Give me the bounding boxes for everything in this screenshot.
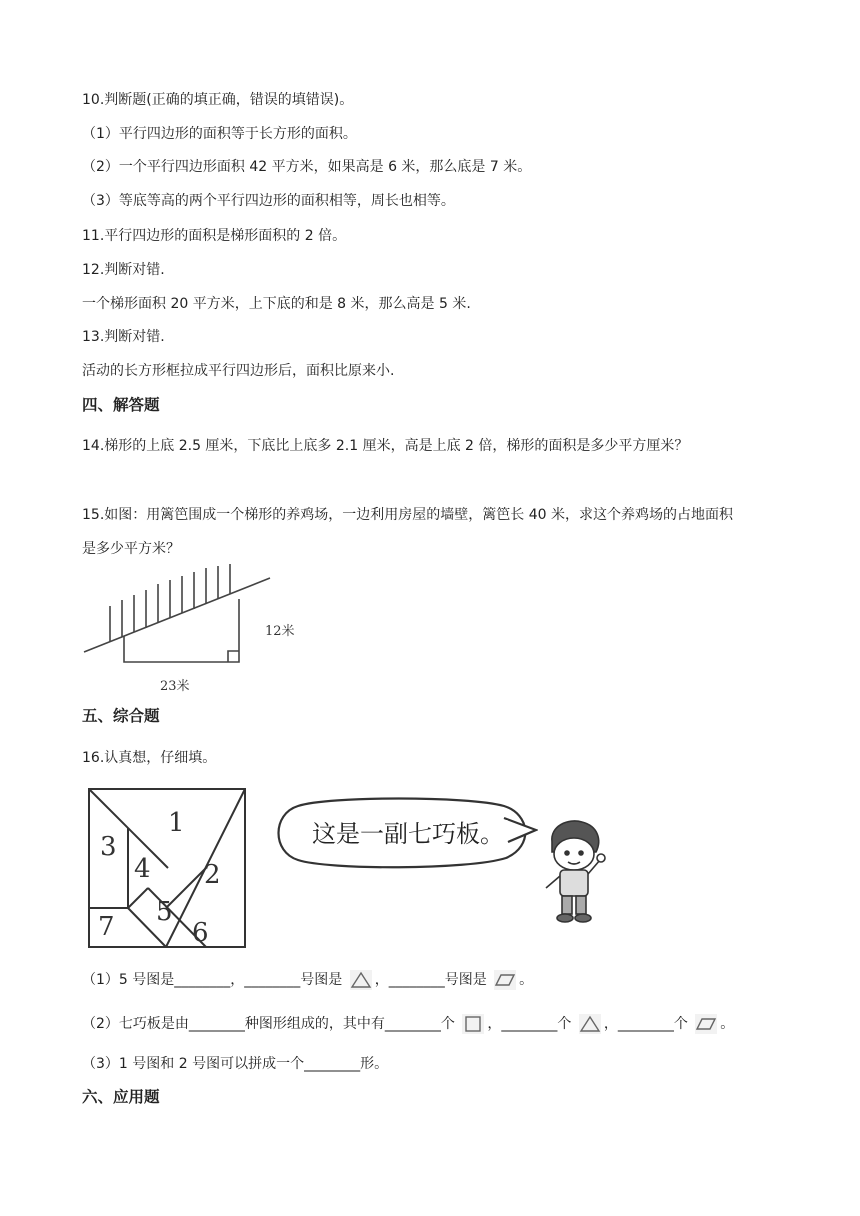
section-heading-5: 五、综合题: [82, 707, 160, 725]
triangle-icon: [350, 970, 372, 990]
answer-blank[interactable]: ________: [617, 1016, 674, 1032]
sub1-text-a: （1）5 号图是: [82, 972, 175, 988]
sub1-text-c: 号图是: [300, 972, 343, 988]
answer-blank[interactable]: ________: [304, 1056, 361, 1072]
speech-text: 这是一副七巧板。: [312, 820, 504, 848]
speech-bubble: [268, 796, 538, 872]
parallelogram-icon: [695, 1014, 717, 1034]
boy-illustration: [538, 818, 610, 930]
tangram-number-5: 5: [156, 897, 173, 927]
q11-text: 11.平行四边形的面积是梯形面积的 2 倍。: [82, 228, 347, 244]
tangram-figure: [86, 785, 250, 951]
section-heading-6: 六、应用题: [82, 1088, 160, 1106]
sub2-text-b: 种图形组成的，其中有: [244, 1016, 385, 1032]
sub2-end: 。: [720, 1016, 735, 1032]
height-label: 12米: [265, 624, 295, 639]
right-angle-mark: [228, 651, 239, 662]
q12-title: 12.判断对错.: [82, 262, 165, 278]
tangram-number-7: 7: [98, 912, 115, 942]
q12-body: 一个梯形面积 20 平方米，上下底的和是 8 米，那么高是 5 米.: [82, 296, 471, 312]
tangram-number-6: 6: [192, 918, 209, 948]
q16-sub2: [82, 1014, 734, 1034]
wall-line: [84, 578, 270, 652]
answer-blank[interactable]: ________: [174, 972, 231, 988]
wall-hatching: [110, 564, 230, 642]
sub2-text-e: 个: [557, 1016, 572, 1032]
sub2-text-d: ，: [487, 1016, 502, 1032]
sub1-end: 。: [519, 972, 534, 988]
answer-blank[interactable]: ________: [501, 1016, 558, 1032]
sub2-text-c: 个: [440, 1016, 455, 1032]
q13-body: 活动的长方形框拉成平行四边形后，面积比原来小.: [82, 363, 395, 379]
tangram-number-3: 3: [100, 832, 117, 862]
answer-blank[interactable]: ________: [384, 1016, 441, 1032]
sub2-text-f: ，: [603, 1016, 618, 1032]
sub1-text-d: ，: [374, 972, 389, 988]
tangram-number-4: 4: [134, 854, 151, 884]
tangram-number-1: 1: [168, 808, 185, 838]
sub3-text-b: 形。: [360, 1056, 389, 1072]
q15-line-1: 15.如图：用篱笆围成一个梯形的养鸡场，一边利用房屋的墙壁，篱笆长 40 米，求这个养鸡场的占地面积: [82, 507, 733, 523]
base-label: 23米: [160, 679, 190, 694]
q16-sub1: [82, 970, 533, 990]
q10-item-3: （3）等底等高的两个平行四边形的面积相等，周长也相等。: [82, 193, 455, 209]
triangle-icon: [579, 1014, 601, 1034]
q10-title: 10.判断题(正确的填正确，错误的填错误)。: [82, 92, 354, 108]
answer-blank[interactable]: ________: [188, 1016, 245, 1032]
sub2-text-g: 个: [673, 1016, 688, 1032]
chicken-yard-figure: [82, 562, 312, 694]
answer-blank[interactable]: ________: [244, 972, 301, 988]
q10-item-2: （2）一个平行四边形面积 42 平方米，如果高是 6 米，那么底是 7 米。: [82, 159, 532, 175]
q10-item-1: （1）平行四边形的面积等于长方形的面积。: [82, 126, 357, 142]
q16-sub3: [82, 1054, 388, 1074]
q16-title: 16.认真想，仔细填。: [82, 750, 217, 766]
sub1-text-e: 号图是: [444, 972, 487, 988]
section-heading-4: 四、解答题: [82, 396, 160, 414]
q13-title: 13.判断对错.: [82, 329, 165, 345]
sub2-text-a: （2）七巧板是由: [82, 1016, 189, 1032]
square-icon: [462, 1014, 484, 1034]
sub1-text-b: ，: [230, 972, 245, 988]
q14-text: 14.梯形的上底 2.5 厘米，下底比上底多 2.1 厘米，高是上底 2 倍，梯形的面积是多少平方厘米？: [82, 438, 689, 454]
answer-blank[interactable]: ________: [388, 972, 445, 988]
q15-line-2: 是多少平方米？: [82, 541, 180, 557]
parallelogram-icon: [494, 970, 516, 990]
tangram-number-2: 2: [204, 860, 221, 890]
sub3-text-a: （3）1 号图和 2 号图可以拼成一个: [82, 1056, 305, 1072]
